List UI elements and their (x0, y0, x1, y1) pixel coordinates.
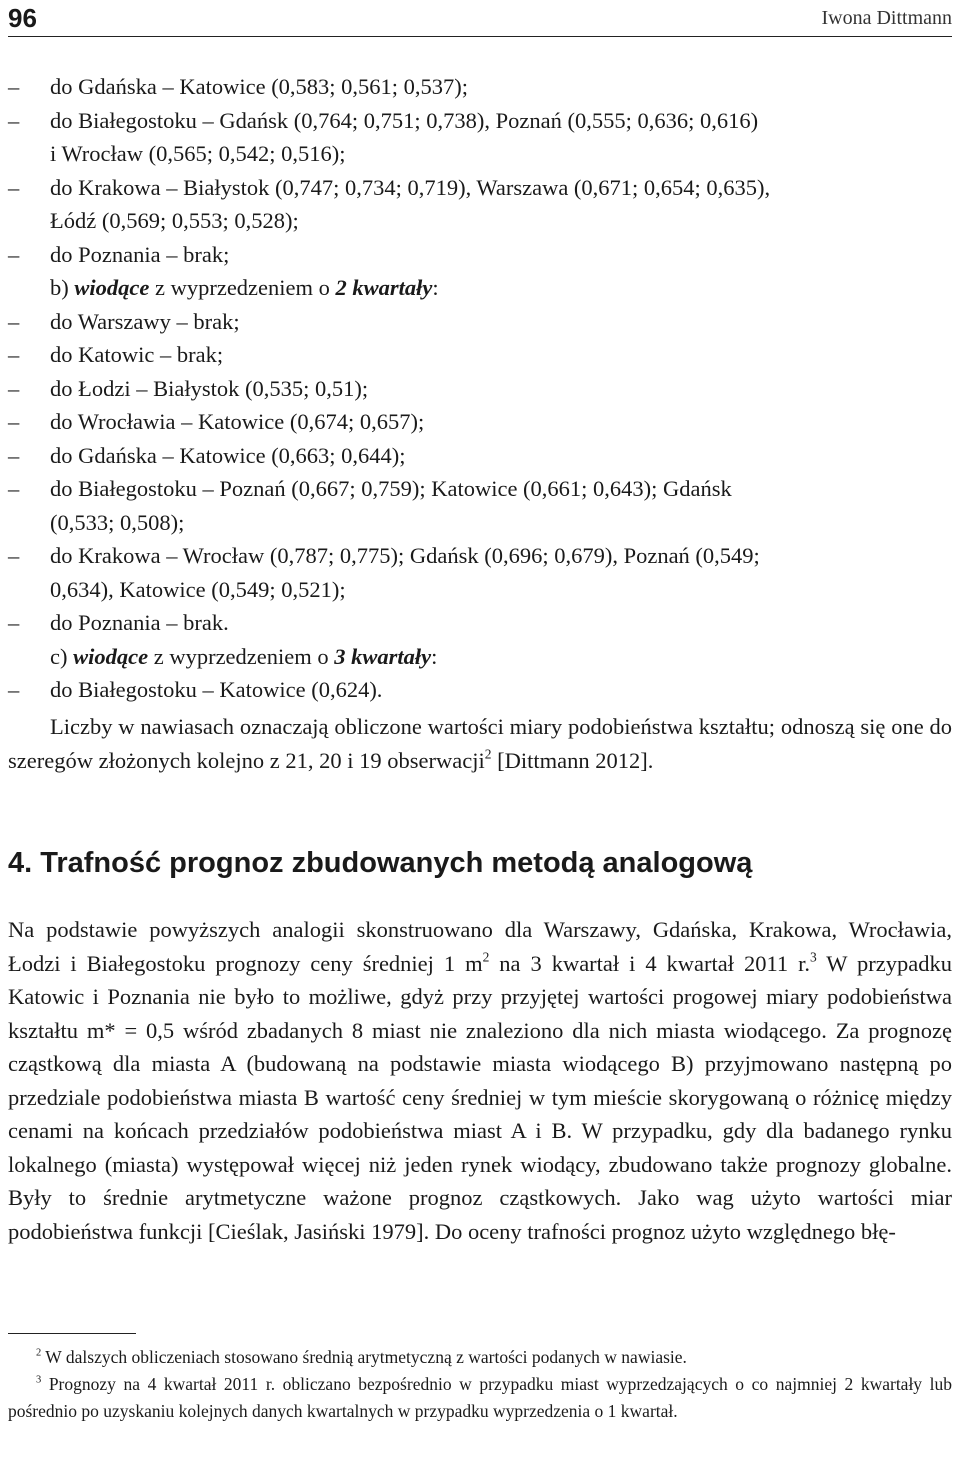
paragraph-body-c: W przypadku Katowic i Poznania nie było to możliwe, gdyż przy przyjętej wartości progowej miary podobieństwa kształtu m* = 0,5 wśród zbadanych 8 miast nie znaleziono dla nich miasta wiodącego. Za prognozę cząstkową dla miasta A (budowaną na podstawie miasta wiodącego B) przyjmowano następną po przedziale podobieństwa miasta B wartość ceny średniej w tym mieście skorygowaną o różnicę między cenami na końcach przedziałów podobieństwa miast A i B. W przypadku, gdy dla badanego rynku lokalnego (miasta) występował więcej niż jeden rynek wiodący, zbudowano także prognozy globalne. Były to średnie arytmetyczne ważone prognoz cząstkowych. Jako wag użyto wartości miar podobieństwa funkcji [Cieślak, Jasiński 1979]. Do oceny trafności prognoz użyto względnego błę- (8, 950, 953, 1244)
list-item (8, 70, 952, 104)
list-item-fragment: c) (50, 643, 74, 669)
paragraph-body-a: Na podstawie powyższych analogii skonstruowano dla Warszawy, Gdańska, Krakowa, Wrocławia, Łodzi i Białegostoku prognozy ceny średniej 1 m (8, 917, 952, 976)
footnote-text: Prognozy na 4 kwartał 2011 r. obliczano bezpośrednio w przypadku miast wyprzedzających o co najmniej 2 kwartały lub pośrednio po uzyskaniu kolejnych danych kwartalnych w przypadku wyprzedzenia o 1 kwartał. (8, 1374, 952, 1421)
dash-bullet: – (8, 543, 20, 568)
section-heading: 4. Trafność prognoz zbudowanych metodą analogową (8, 847, 753, 879)
page-number: 96 (8, 3, 37, 33)
list-item (8, 539, 952, 573)
list-item (8, 472, 952, 506)
list-item-fragment: b) (50, 275, 75, 300)
footnote-separator (8, 1333, 136, 1334)
list-item (8, 338, 952, 372)
footnote-text: W dalszych obliczeniach stosowano średnią arytmetyczną z wartości podanych w nawiasie. (41, 1347, 687, 1367)
list-item-text: do Białegostoku – Poznań (0,667; 0,759); Katowice (0,661; 0,643); Gdańsk (50, 476, 732, 501)
dash-bullet: – (8, 342, 20, 367)
list-item-fragment: : (431, 643, 438, 669)
list-item-text: do Poznania – brak. (50, 610, 229, 635)
list-item (8, 204, 952, 238)
list-item-text: Łódź (0,569; 0,553; 0,528); (50, 208, 299, 233)
list-item-text: do Poznania – brak; (50, 241, 230, 267)
list-item-text: do Katowic – brak; (50, 342, 224, 367)
dash-bullet: – (8, 375, 20, 401)
running-head-author: Iwona Dittmann (821, 7, 952, 29)
footnote-2 (8, 1344, 952, 1371)
footnote-3 (8, 1371, 952, 1425)
list-item (8, 104, 952, 138)
list-item-text (50, 640, 952, 674)
footnote-number: 2 (36, 1347, 42, 1359)
emphasis-text: 3 kwartały (334, 643, 432, 669)
paragraph-note-tail: [Dittmann 2012]. (491, 747, 654, 773)
list-item-fragment: z wyprzedzeniem o (148, 643, 335, 669)
paragraph-note-text: Liczby w nawiasach oznaczają obliczone wartości miary podobieństwa kształtu; odnoszą się one do szeregów złożonych kolejno z 21, 20 i 19 obserwacji (8, 714, 952, 773)
list-item-text: 0,634), Katowice (0,549; 0,521); (50, 576, 346, 602)
paragraph-body-b: na 3 kwartał i 4 kwartał 2011 r. (489, 950, 810, 976)
list-item (8, 271, 952, 305)
footnote-number: 3 (36, 1374, 42, 1386)
dash-bullet: – (8, 174, 20, 200)
dash-bullet: – (8, 476, 20, 501)
list-item-fragment: : (432, 275, 439, 300)
list-item (8, 238, 952, 272)
emphasis-text: 2 kwartały (335, 275, 433, 300)
list-item-text: do Białegostoku – Katowice (0,624). (50, 677, 383, 702)
footnote-ref-2[interactable]: 2 (484, 746, 492, 762)
list-item (8, 137, 952, 171)
list-item-text: i Wrocław (0,565; 0,542; 0,516); (50, 141, 346, 166)
emphasis-text: wiodące (74, 275, 150, 300)
list-item-text: do Krakowa – Białystok (0,747; 0,734; 0,719), Warszawa (0,671; 0,654; 0,635), (50, 174, 771, 200)
dash-bullet: – (8, 107, 20, 133)
list-item-text: do Krakowa – Wrocław (0,787; 0,775); Gdańsk (0,696; 0,679), Poznań (0,549; (50, 543, 760, 568)
dash-bullet: – (8, 241, 20, 267)
list-item-text (50, 271, 952, 305)
dash-bullet: – (8, 409, 20, 434)
list-item-text: do Gdańska – Katowice (0,663; 0,644); (50, 442, 406, 468)
list-item-text: do Wrocławia – Katowice (0,674; 0,657); (50, 409, 425, 434)
dash-bullet: – (8, 442, 20, 468)
list-item (8, 606, 952, 640)
emphasis-text: wiodące (73, 643, 149, 669)
paragraph-body (8, 913, 952, 1248)
list-item (8, 405, 952, 439)
list-item (8, 673, 952, 707)
superscript-2: 2 (482, 949, 490, 965)
list-item-fragment: z wyprzedzeniem o (149, 275, 336, 300)
paragraph-note (8, 710, 952, 777)
list-item (8, 573, 952, 607)
list-item (8, 305, 952, 339)
list-item-text: do Gdańska – Katowice (0,583; 0,561; 0,537); (50, 74, 469, 99)
list-item (8, 640, 952, 674)
dash-bullet: – (8, 74, 20, 99)
list-item (8, 506, 952, 540)
dash-bullet: – (8, 308, 20, 334)
list-item-text: do Warszawy – brak; (50, 308, 240, 334)
list-item (8, 372, 952, 406)
list-item-text: do Białegostoku – Gdańsk (0,764; 0,751; 0,738), Poznań (0,555; 0,636; 0,616) (50, 107, 759, 133)
dash-bullet: – (8, 677, 20, 702)
list-item (8, 171, 952, 205)
list-item-text: (0,533; 0,508); (50, 509, 185, 535)
analogy-list (8, 70, 952, 707)
list-item (8, 439, 952, 473)
page-header (8, 0, 952, 37)
footnote-ref-3[interactable]: 3 (809, 949, 817, 965)
list-item-text: do Łodzi – Białystok (0,535; 0,51); (50, 375, 369, 401)
dash-bullet: – (8, 610, 20, 635)
